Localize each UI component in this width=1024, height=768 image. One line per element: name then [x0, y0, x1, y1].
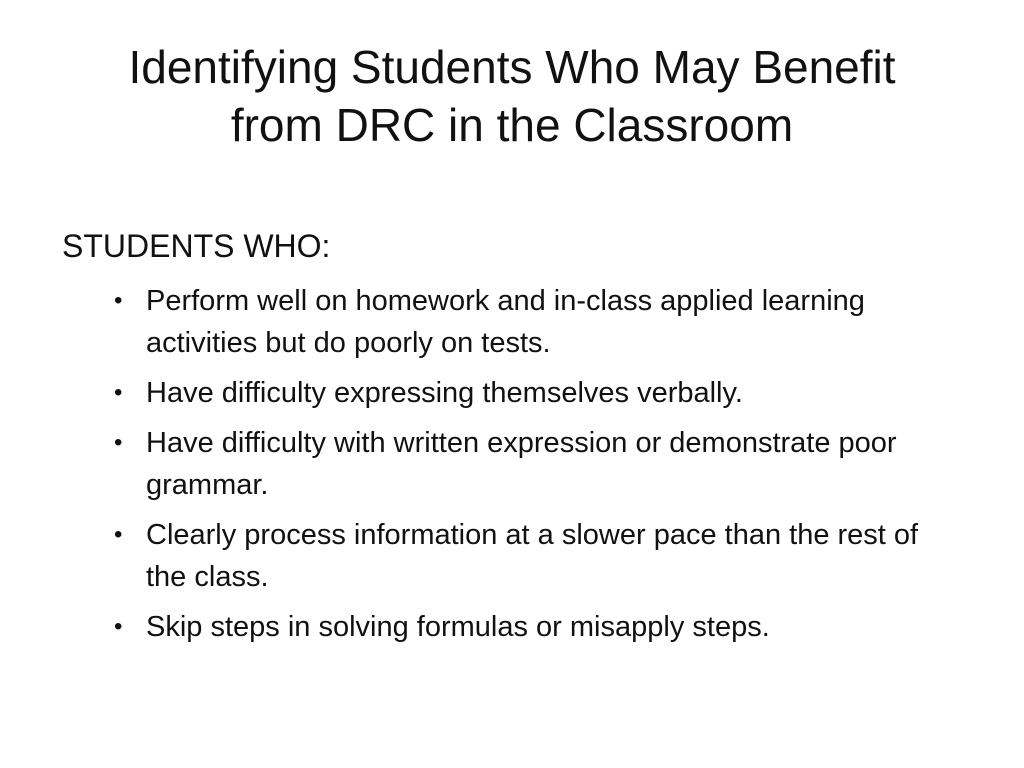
bullet-text: Perform well on homework and in-class applied learning activities but do poorly on tests. [146, 285, 865, 359]
bullet-item [62, 514, 962, 598]
bullet-item [62, 372, 962, 414]
bullet-icon: • [114, 287, 123, 314]
section-heading: STUDENTS WHO: [62, 228, 331, 264]
bullet-text: Have difficulty with written expression or demonstrate poor grammar. [146, 427, 897, 501]
bullet-text: Clearly process information at a slower pace than the rest of the class. [146, 519, 919, 593]
slide-title [40, 38, 984, 154]
bullet-text: Skip steps in solving formulas or misapply steps. [146, 611, 770, 643]
bullet-text: Have difficulty expressing themselves verbally. [146, 377, 743, 409]
bullet-icon: • [114, 521, 123, 548]
bullet-item [62, 280, 962, 364]
bullet-icon: • [114, 613, 123, 640]
bullet-list [62, 280, 962, 648]
bullet-item [62, 606, 962, 648]
bullet-icon: • [114, 379, 123, 406]
slide-content [62, 226, 962, 656]
bullet-item [62, 422, 962, 506]
slide-title-line-2: from DRC in the Classroom [230, 99, 794, 151]
bullet-icon: • [114, 429, 123, 456]
slide-title-line-1: Identifying Students Who May Benefit [128, 41, 896, 93]
